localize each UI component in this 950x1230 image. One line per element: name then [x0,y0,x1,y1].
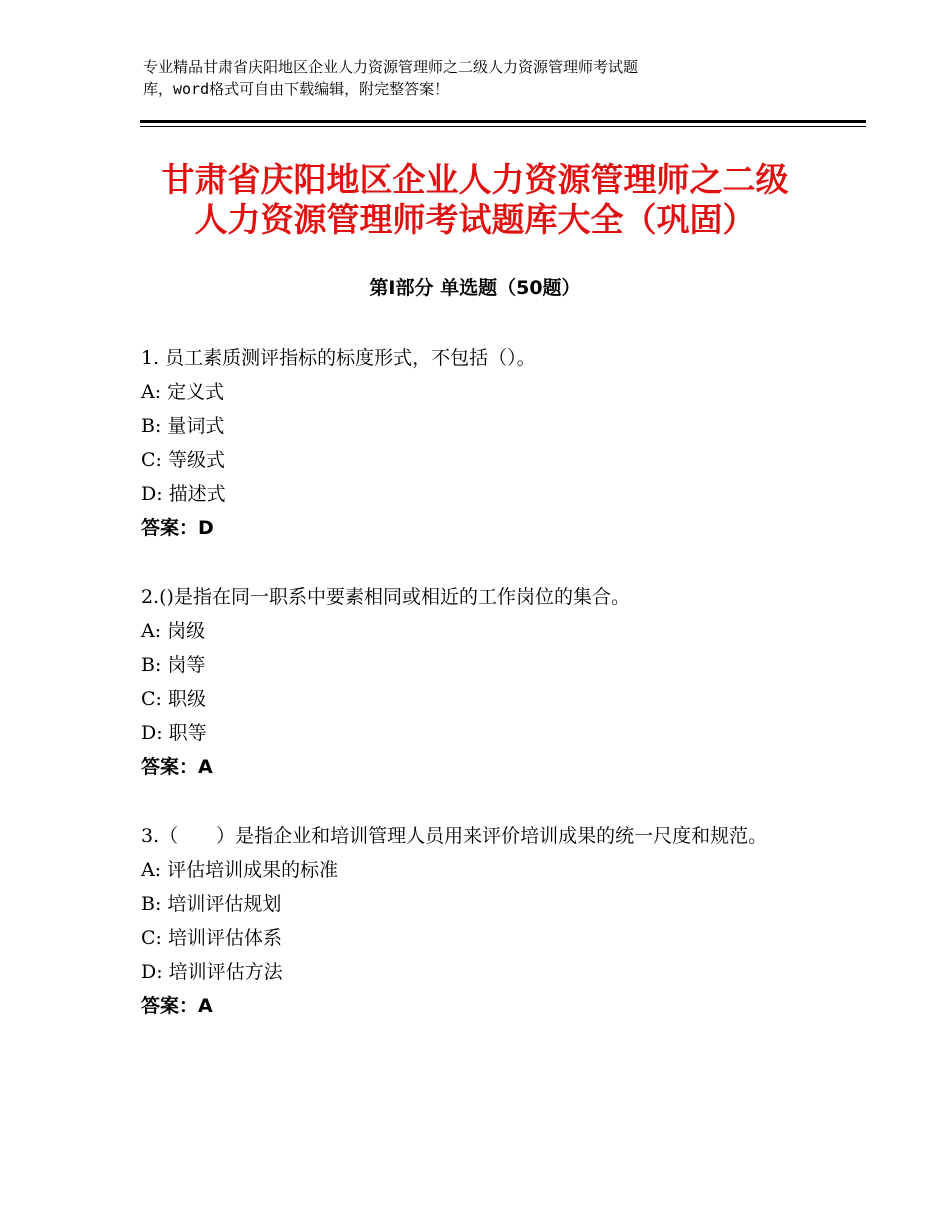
option-c: C: 培训评估体系 [141,927,282,949]
option-c: C: 职级 [141,688,206,710]
document-title-line-1: 甘肃省庆阳地区企业人力资源管理师之二级 [161,160,789,199]
header-note-line-1: 专业精品甘肃省庆阳地区企业人力资源管理师之二级人力资源管理师考试题 [143,58,639,76]
option-a: A: 定义式 [141,381,225,403]
option-a: A: 岗级 [141,620,206,642]
question-1 [141,341,821,545]
question-2 [141,580,821,784]
option-a: A: 评估培训成果的标准 [141,859,339,881]
option-d: D: 培训评估方法 [141,961,283,983]
option-b: B: 岗等 [141,654,206,676]
question-3 [141,819,821,1023]
option-b: B: 量词式 [141,415,225,437]
answer-line: 答案：D [141,517,214,539]
option-d: D: 描述式 [141,483,226,505]
question-stem: 1. 员工素质测评指标的标度形式，不包括（）。 [141,347,536,369]
option-b: B: 培训评估规划 [141,893,282,915]
document-title-line-2: 人力资源管理师考试题库大全（巩固） [194,200,756,239]
document-title [100,160,850,240]
question-stem: 2.()是指在同一职系中要素相同或相近的工作岗位的集合。 [141,586,630,608]
option-c: C: 等级式 [141,449,225,471]
answer-line: 答案：A [141,756,213,778]
header-divider-thin [140,126,866,127]
header-divider-thick [140,120,866,123]
answer-line: 答案：A [141,995,213,1017]
option-d: D: 职等 [141,722,207,744]
section-heading: 第Ⅰ部分 单选题（50题） [369,277,581,299]
header-note-line-2: 库，word格式可自由下载编辑，附完整答案！ [143,80,450,98]
header-note [143,56,803,100]
question-stem: 3.（ ）是指企业和培训管理人员用来评价培训成果的统一尺度和规范。 [141,825,768,847]
